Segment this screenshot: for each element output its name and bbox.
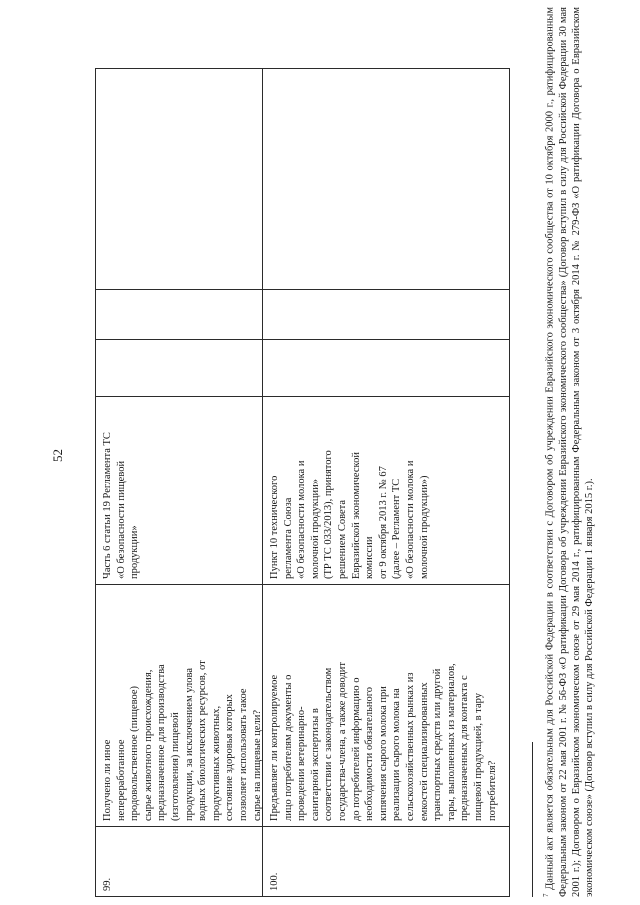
legal-requirement: Пункт 10 технического регламента Союза «О безопасности молока и молочной продукции» (ТР ТС 033/2013), принятого решением Совета Евразийской экономической комиссии от 9 октября 2013 г. № 67 (далее – Регламент ТС «О безопасности молока и молочной продукции»)	[269, 450, 430, 579]
footnote	[540, 7, 596, 897]
column-divider	[95, 289, 510, 290]
page-number: 52	[50, 449, 65, 462]
footnote-text: Данный акт является обязательным для Российской Федерации в соответствии с Договором об учреждении Евразийского экономического сообщества от 10 октября 2000 г., ратифицированным Федеральным законом от 22 мая 2001 г. № 56-ФЗ «О ратификации Договора об учреждении Евразийского экономического сообщества» (Договор вступил в силу для Российской Федерации 30 мая 2001 г.); Договором о Евразийском экономическом союзе от 29 мая 2014 г., ратифицированным Федеральным законом от 3 октября 2014 г. № 279-ФЗ «О ратификации Договора о Евразийском экономическом союзе» (Договор вступил в силу для Российской Федерации 1 января 2015 г.).	[544, 6, 595, 897]
footnote-separator	[532, 742, 533, 897]
footnote-marker: 7	[542, 893, 550, 897]
row-number: 100.	[269, 872, 280, 891]
legal-requirement: Часть 6 статьи 19 Регламента ТС «О безопасности пищевой продукции»	[102, 432, 141, 579]
table-border-right	[95, 68, 510, 69]
table-border-bottom	[509, 69, 510, 897]
column-divider	[95, 339, 510, 340]
table-border-left	[95, 896, 510, 897]
row-number: 99.	[102, 877, 113, 891]
checklist-question: Получено ли иное непереработанное продовольственное (пищевое) сырье животного происхождения, предназначенное для производства (изготовления) пищевой продукции, за исключением улова водных биологических ресурсов, от продуктивных животных, состояние здоровья которых позволяет использовать такое сырье на пищевые цели?	[102, 660, 263, 821]
column-divider	[95, 584, 510, 585]
checklist-question: Предъявляет ли контролируемое лицо потребителям документы о проведении ветеринарно- санитарной экспертизы в соответствии с законодательством государства-члена, а также доводит до потребителей информацию о необходимости обязательного кипячения сырого молока при реализации сырого молока на сельскохозяйственных рынках из емкостей специализированных транспортных средств или другой тары, выполненных из материалов, предназначенных для контакта с пищевой продукцией, в тару потребителя?	[269, 662, 498, 821]
table-border-top	[95, 69, 96, 897]
column-divider	[95, 826, 510, 827]
